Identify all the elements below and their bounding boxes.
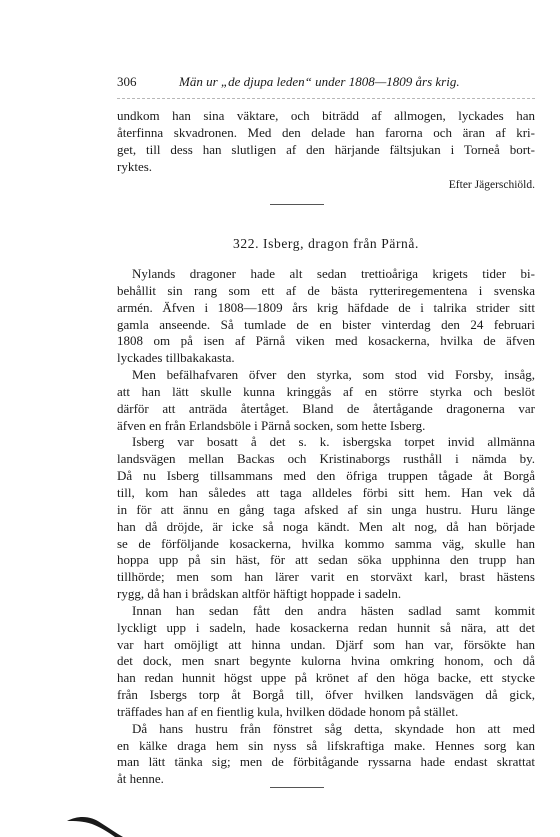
section-divider	[270, 204, 324, 205]
running-title: Män ur „de djupa leden“ under 1808—1809 års krig.	[179, 74, 460, 89]
text-line: Isberg var bosatt å det s. k. isbergska torpet invid allmänna	[132, 434, 535, 450]
text-line: landsvägen mellan Backas och Kristinaborgs rusthåll i nämda by.	[117, 451, 535, 467]
text-line: undkom han sina väktare, och biträdd af allmogen, lyckades han	[117, 108, 535, 123]
source-attribution: Efter Jägerschiöld.	[448, 179, 535, 191]
text-line: Nylands dragoner hade alt sedan trettioåriga krigets tider bi-	[132, 266, 535, 281]
text-line: Men befälhafvaren öfver den styrka, som stod vid Forsby, insåg,	[132, 367, 535, 383]
text-line: lyckades tillbakakasta.	[117, 350, 235, 366]
text-line: därför att anträda återtåget. Bland de återtågande dragonerna var	[117, 400, 535, 416]
page-number: 306	[117, 74, 137, 89]
text-line: 1808 om på isen af Pärnå viken med kosackerna, hvilka de äfven	[117, 333, 535, 349]
text-line: in för att ännu en gång taga afsked af sin unga hustru. Huru länge	[117, 501, 535, 517]
text-line: rygg, då han i brådskan altför häftigt hoppade i sadeln.	[117, 586, 402, 602]
quill-ornament-icon	[65, 812, 125, 837]
text-line: en kälke draga hem sin nyss så lifskraftiga make. Hennes sorg kan	[117, 737, 535, 753]
text-line: hoppa upp på sin häst, för att sedan söka upphinna den trupp han	[117, 552, 535, 568]
text-line: tillhörde; men som han lärer varit en storväxt karl, brast hästens	[117, 569, 535, 585]
text-line: lyckligt upp i sadeln, hade kosackerna redan hunnit så nära, att det	[117, 619, 535, 635]
text-line: han då dröjde, är icke så noga kändt. Men alt nog, då han började	[117, 518, 535, 534]
text-line: gamla anseende. Så tumlade de en bister vinterdag den 24 februari	[117, 316, 535, 332]
text-line: var hart omöjligt att hinna undan. Djärf som han var, försökte han	[117, 636, 535, 652]
end-divider	[270, 787, 324, 788]
text-line: att han lätt skulle kunna kringgås af en större styrka och beslöt	[117, 383, 535, 399]
section-heading: 322. Isberg, dragon från Pärnå.	[233, 236, 419, 251]
text-line: get, till dess han slutligen af den härjande fältsjukan i Torneå bort-	[117, 141, 535, 157]
text-line: armén. Äfven i 1808—1809 års krig häfdade de i talrika strider sitt	[117, 299, 535, 315]
text-line: ryktes.	[117, 158, 153, 174]
header-rule	[117, 98, 535, 99]
text-line: Då nu Isberg tillsammans med den öfriga truppen tågade åt Borgå	[117, 468, 535, 484]
text-line: det dock, men snart begynte kulorna hvina omkring honom, och då	[117, 653, 535, 669]
text-line: från Isbergs torp åt Borgå till, öfver hvilken landsvägen då gick,	[117, 687, 535, 703]
continued-text	[117, 108, 535, 175]
text-line: återfinna skvadronen. Med den delade han farorna och äran af kri-	[117, 124, 535, 140]
text-line: åt henne.	[117, 771, 164, 787]
text-line: man lätt tänka sig; men de förbitågande ryssarna hade endast skrattat	[117, 754, 535, 770]
text-line: äfven en från Erlandsböle i Pärnå socken, som hette Isberg.	[117, 417, 426, 433]
text-line: behållit sin rang som ett af de bästa rytteriregementena i svenska	[117, 282, 535, 298]
text-line: Innan han sedan fått den andra hästen sadlad samt kommit	[132, 602, 535, 618]
text-line: träffades han af en fientlig kula, hvilken dödade honom på stället.	[117, 703, 459, 719]
text-line: se de förföljande kosackerna, hvilka kommo samma väg, skulle han	[117, 535, 535, 551]
page-header	[117, 72, 460, 92]
text-line: han redan hunnit högst uppe på krönet af den höga backe, ett stycke	[117, 670, 535, 686]
section-body	[117, 266, 535, 788]
text-line: till, kom han således att taga alldeles förbi sitt hem. Han vek då	[117, 484, 535, 500]
text-line: Då hans hustru från fönstret såg detta, skyndade hon att med	[132, 720, 535, 736]
